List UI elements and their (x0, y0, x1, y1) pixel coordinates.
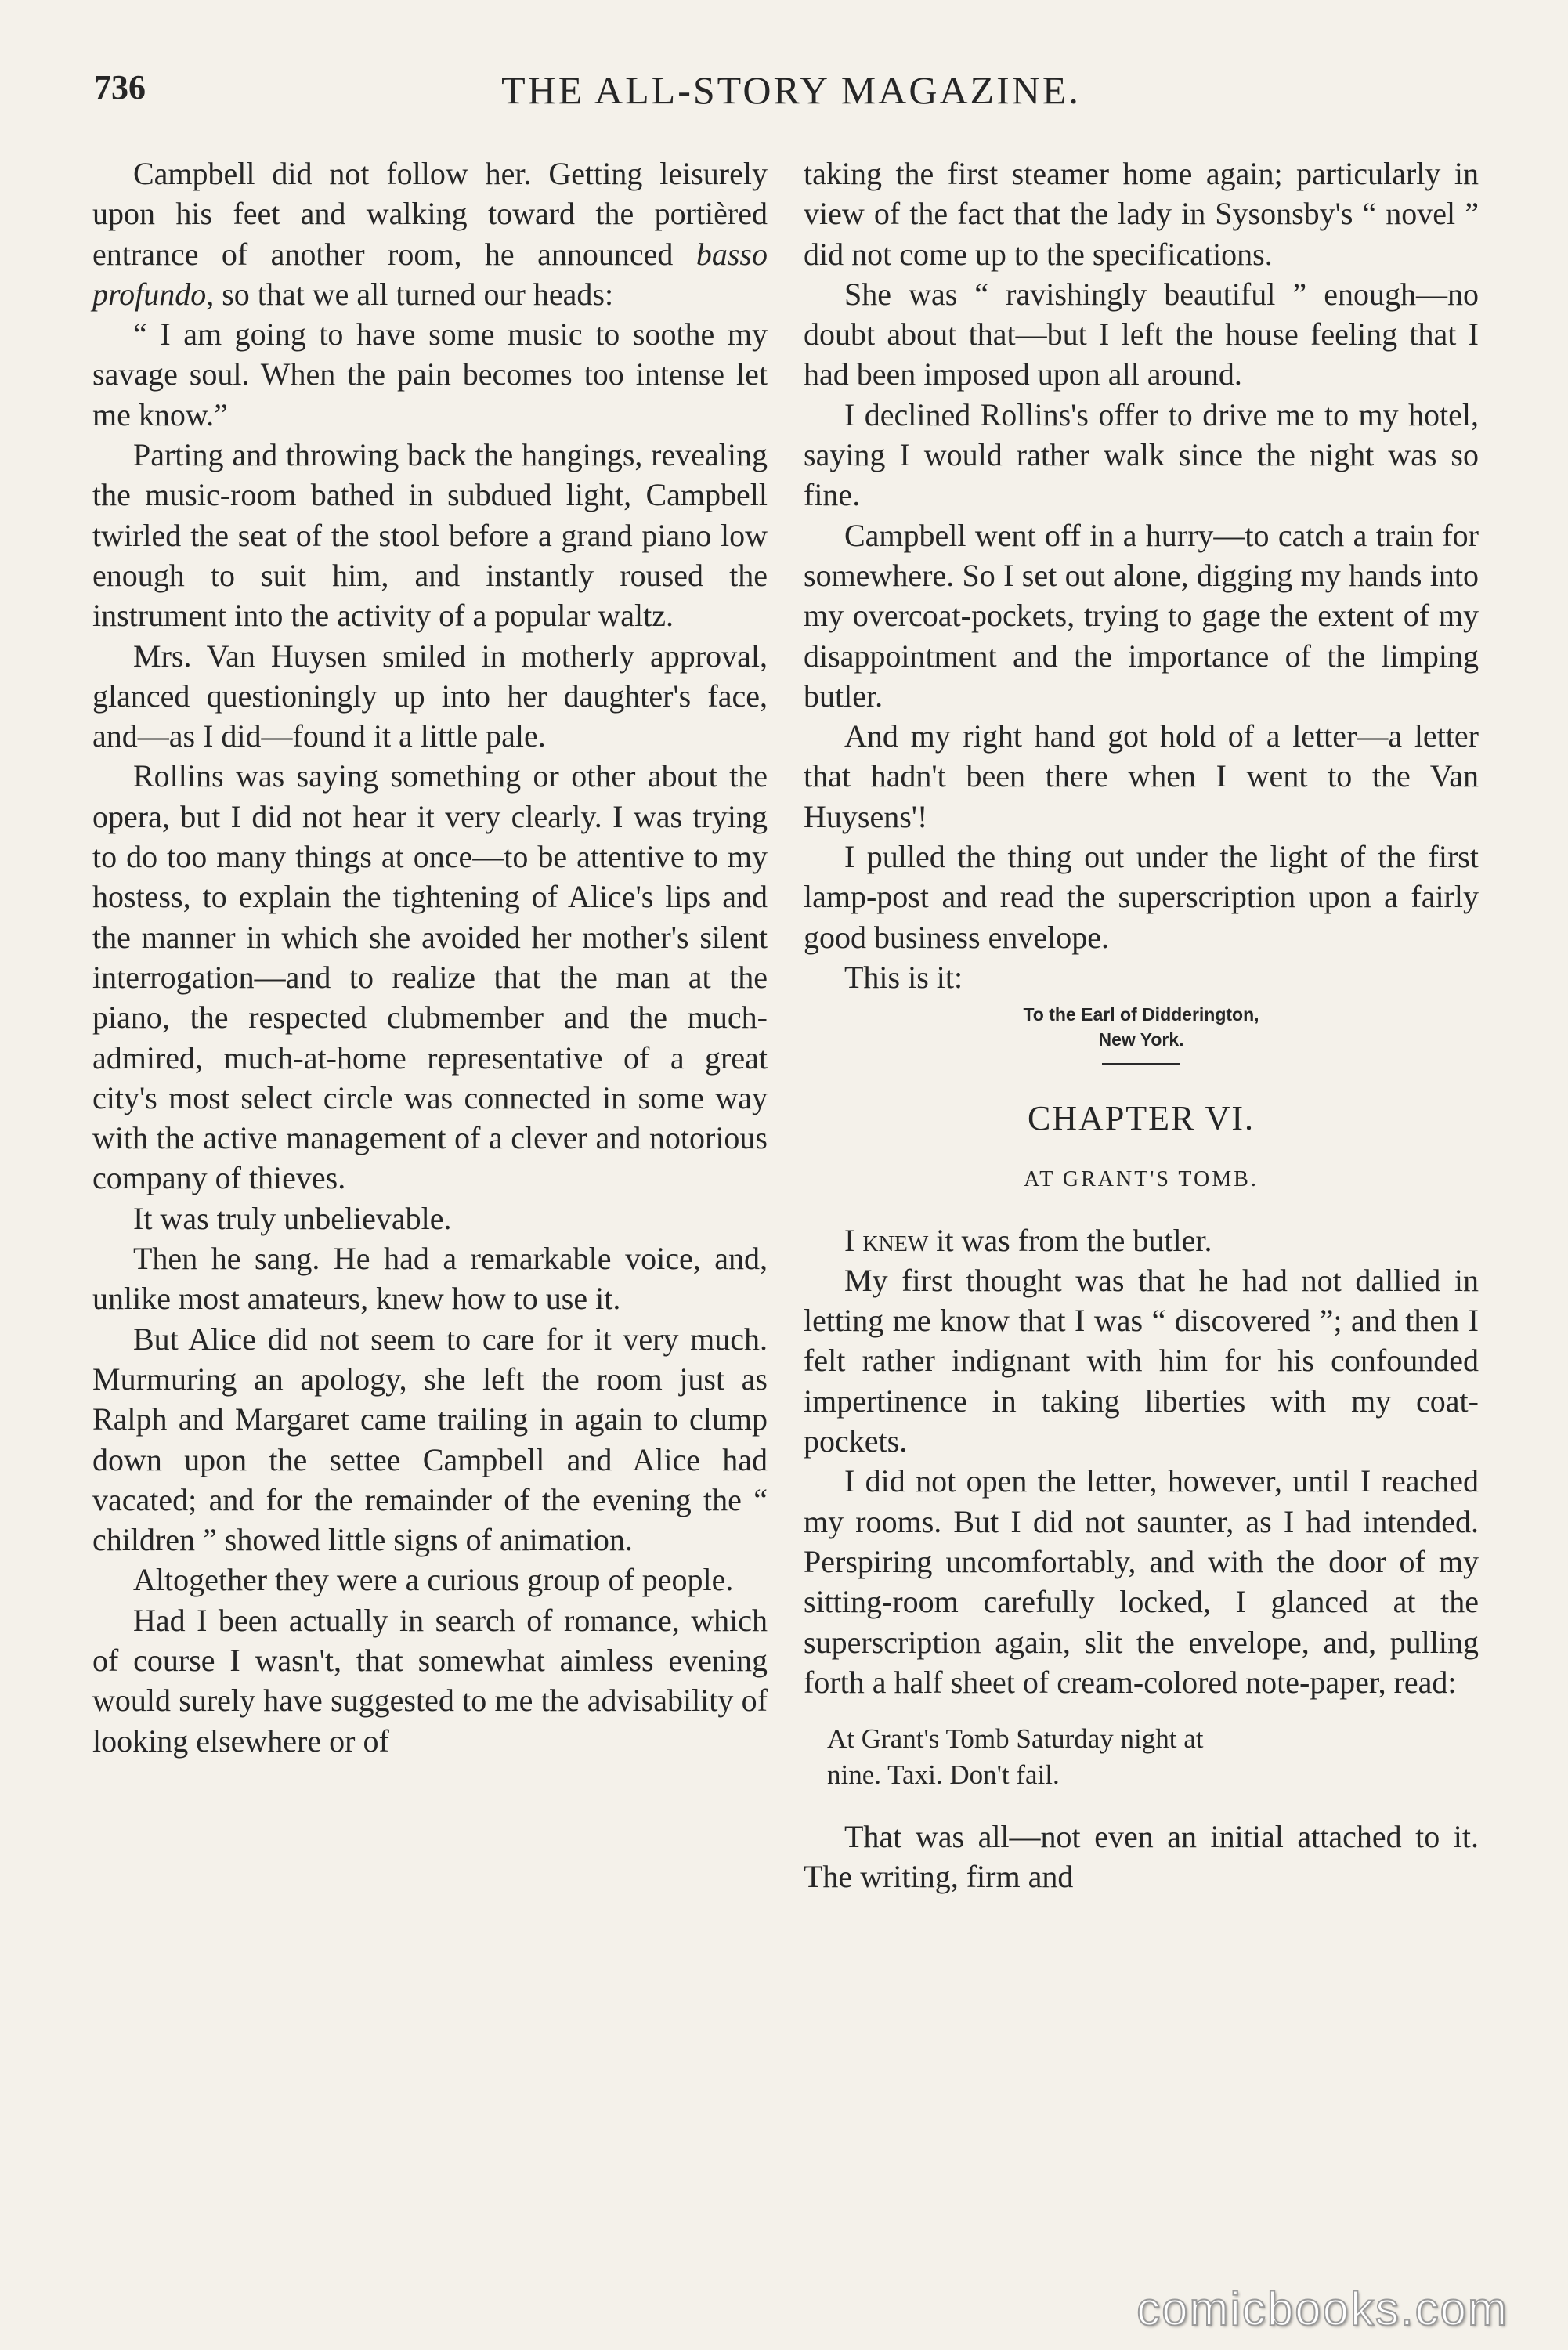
note-line: At Grant's Tomb Saturday night at (827, 1723, 1204, 1755)
drop-word: I knew (844, 1222, 929, 1258)
watermark: comicbooks.com (1136, 2283, 1508, 2335)
page-number: 736 (94, 68, 146, 107)
address-line: New York. (1098, 1029, 1184, 1050)
paragraph: I declined Rollins's offer to drive me to my hotel, saying I would rather walk since the night was so fine. (804, 396, 1479, 513)
paragraph: Parting and throwing back the hangings, revealing the music-room bathed in subdued light, Campbell twirled the seat of the stool before a grand piano low enough to suit him, and instantly roused the instrument into the activity of a popular waltz. (92, 437, 768, 634)
paragraph: Altogether they were a curious group of people. (133, 1562, 734, 1598)
paragraph: Campbell went off in a hurry—to catch a train for somewhere. So I set out alone, digging my hands into my overcoat-pockets, trying to gage the extent of my disappointment and the importance of the limping butler. (804, 517, 1479, 714)
running-title: THE ALL-STORY MAGAZINE. (501, 68, 1081, 112)
paragraph: taking the first steamer home again; particularly in view of the fact that the lady in Sysonsby's “ novel ” did not come up to the specifications. (804, 156, 1479, 272)
page-header (94, 67, 1488, 130)
paragraph: Had I been actually in search of romance, which of course I wasn't, that somewhat aimless evening would surely have suggested to me the advisability of looking elsewhere or of (92, 1602, 768, 1759)
paragraph: I did not open the letter, however, until I reached my rooms. But I did not saunter, as I had intended. Perspiring uncomfortably, and with the door of my sitting-room carefully locked, I glanced at the superscription again, slit the envelope, and, pulling forth a half sheet of cream-colored note-paper, read: (804, 1463, 1479, 1700)
address-line: To the Earl of Didderington, (1023, 1004, 1259, 1025)
paragraph: Then he sang. He had a remarkable voice, and, unlike most amateurs, knew how to use it. (92, 1241, 768, 1317)
italic-phrase: basso profundo, (92, 236, 768, 312)
paragraph: That was all—not even an initial attached to it. The writing, firm and (804, 1819, 1479, 1895)
chapter-subtitle: AT GRANT'S TOMB. (1024, 1167, 1259, 1192)
paragraph: She was “ ravishingly beautiful ” enough—no doubt about that—but I left the house feeling that I had been imposed upon all around. (804, 276, 1479, 392)
paragraph: I knew it was from the butler. (844, 1222, 1212, 1258)
note-line: nine. Taxi. Don't fail. (827, 1759, 1060, 1791)
paragraph: I pulled the thing out under the light of the first lamp-post and read the superscription upon a fairly good business envelope. (804, 839, 1479, 955)
chapter-divider (1102, 1063, 1180, 1065)
right-column (804, 154, 1479, 1897)
paragraph: But Alice did not seem to care for it very much. Murmuring an apology, she left the room just as Ralph and Margaret came trailing in again to clump down upon the settee Campbell and Alice had vacated; and for the remainder of the evening the “ children ” showed little signs of animation. (92, 1321, 768, 1558)
paragraph: This is it: (844, 959, 963, 995)
paragraph: Rollins was saying something or other about the opera, but I did not hear it very clearly. I was trying to do too many things at once—to be attentive to my hostess, to explain the tightening of Alice's lips and the manner in which she avoided her mother's silent interrogation—and to realize that the man at the piano, the respected clubmember and the much-admired, much-at-home representative of a great city's most select circle was connected in some way with the active management of a clever and notorious company of thieves. (92, 758, 768, 1196)
paragraph: And my right hand got hold of a letter—a letter that hadn't been there when I went to the Van Huysens'! (804, 718, 1479, 834)
paragraph: Campbell did not follow her. Getting leisurely upon his feet and walking toward the portièred entrance of another room, he announced basso profundo, so that we all turned our heads: (92, 156, 768, 312)
paragraph: “ I am going to have some music to soothe my savage soul. When the pain becomes too intense let me know.” (92, 316, 768, 432)
left-column (92, 154, 768, 1761)
paragraph: Mrs. Van Huysen smiled in motherly approval, glanced questioningly up into her daughter's face, and—as I did—found it a little pale. (92, 638, 768, 754)
chapter-title: CHAPTER VI. (1027, 1099, 1255, 1138)
paragraph: My first thought was that he had not dallied in letting me know that I was “ discovered ”; and then I felt rather indignant with him for his confounded impertinence in taking liberties with my coat-pockets. (804, 1262, 1479, 1459)
letter-note (804, 1721, 1479, 1793)
envelope-address (804, 1002, 1479, 1052)
paragraph: It was truly unbelievable. (133, 1200, 452, 1236)
